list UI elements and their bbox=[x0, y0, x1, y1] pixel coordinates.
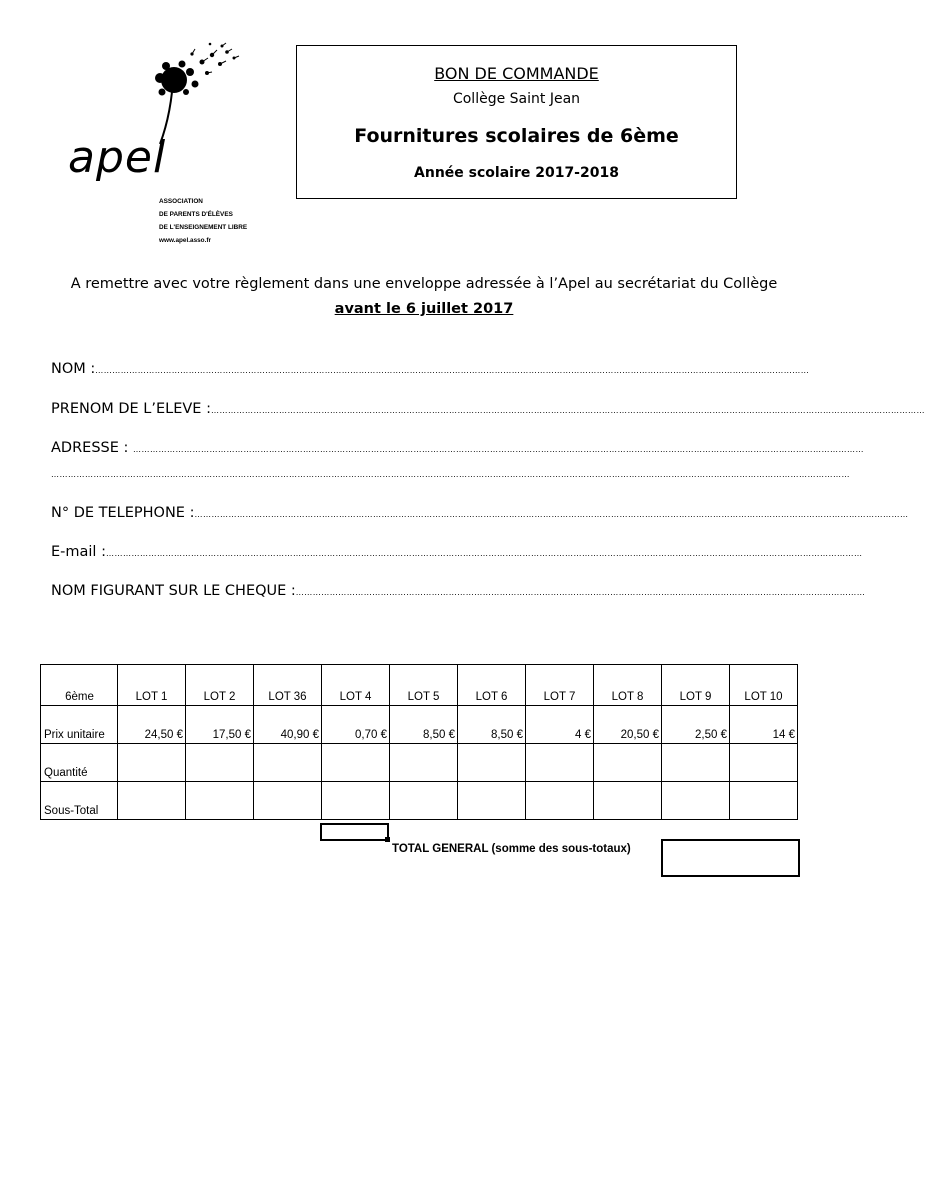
field-dots: ……………………………………………………………………………………………………………………………………………………………………………………………………………………………… bbox=[210, 406, 925, 415]
field-nom[interactable] bbox=[51, 361, 810, 377]
lot-header: LOT 2 bbox=[186, 665, 254, 706]
deadline-text: avant le 6 juillet 2017 bbox=[334, 301, 514, 317]
selected-cell-outline[interactable] bbox=[320, 823, 389, 841]
subtotal-cell[interactable] bbox=[186, 782, 254, 820]
lot-header: LOT 7 bbox=[526, 665, 594, 706]
price-cell: 0,70 € bbox=[322, 706, 390, 744]
subtotal-cell[interactable] bbox=[254, 782, 322, 820]
table-header-row bbox=[41, 665, 798, 706]
total-field[interactable] bbox=[661, 839, 800, 877]
field-prenom[interactable] bbox=[51, 401, 925, 417]
quantity-cell[interactable] bbox=[118, 744, 186, 782]
table-row-subtotal bbox=[41, 782, 798, 820]
lot-header: LOT 9 bbox=[662, 665, 730, 706]
field-telephone[interactable] bbox=[51, 505, 909, 521]
lot-header: LOT 4 bbox=[322, 665, 390, 706]
field-dots: ………………………………………………………………………………………………………………………………………………………………………………………………………………………………………………………… bbox=[51, 470, 850, 479]
field-adresse[interactable] bbox=[51, 440, 864, 456]
form-subject: Fournitures scolaires de 6ème bbox=[354, 125, 679, 147]
field-dots: ………………………………………………………………………………………………………………………………………………………………………………… bbox=[295, 588, 866, 597]
quantity-cell[interactable] bbox=[390, 744, 458, 782]
quantity-cell[interactable] bbox=[458, 744, 526, 782]
lots-table bbox=[40, 664, 798, 820]
quantity-cell[interactable] bbox=[322, 744, 390, 782]
field-adresse-line2[interactable] bbox=[51, 465, 850, 481]
field-label: ADRESSE : bbox=[51, 440, 133, 456]
price-cell: 14 € bbox=[730, 706, 798, 744]
quantity-cell[interactable] bbox=[186, 744, 254, 782]
subtotal-cell[interactable] bbox=[390, 782, 458, 820]
field-dots: ……………………………………………………………………………………………………………………………………………………………………………………………………………………………… bbox=[95, 366, 810, 375]
quantity-cell[interactable] bbox=[662, 744, 730, 782]
field-label: NOM : bbox=[51, 361, 96, 377]
subtotal-cell[interactable] bbox=[322, 782, 390, 820]
instructions-text: A remettre avec votre règlement dans une enveloppe adressée à l’Apel au secrétariat du Collège bbox=[70, 276, 778, 292]
price-cell: 20,50 € bbox=[594, 706, 662, 744]
price-cell: 24,50 € bbox=[118, 706, 186, 744]
apel-logo bbox=[62, 40, 262, 244]
lot-header: LOT 10 bbox=[730, 665, 798, 706]
subtotal-label: Sous-Total bbox=[41, 782, 118, 820]
field-nom-cheque[interactable] bbox=[51, 583, 866, 599]
field-dots: …………………………………………………………………………………………………………………………………………………………………………………………………………………………………… bbox=[133, 445, 864, 454]
total-label: TOTAL GENERAL (somme des sous-totaux) bbox=[392, 843, 631, 855]
subtotal-cell[interactable] bbox=[118, 782, 186, 820]
lot-header: LOT 8 bbox=[594, 665, 662, 706]
quantity-cell[interactable] bbox=[254, 744, 322, 782]
price-cell: 2,50 € bbox=[662, 706, 730, 744]
subtotal-cell[interactable] bbox=[458, 782, 526, 820]
lot-header: LOT 5 bbox=[390, 665, 458, 706]
subtotal-cell[interactable] bbox=[594, 782, 662, 820]
subtotal-cell[interactable] bbox=[662, 782, 730, 820]
price-label: Prix unitaire bbox=[41, 706, 118, 744]
price-cell: 8,50 € bbox=[458, 706, 526, 744]
field-email[interactable] bbox=[51, 544, 863, 560]
quantity-cell[interactable] bbox=[730, 744, 798, 782]
lot-header: LOT 1 bbox=[118, 665, 186, 706]
field-dots: …………………………………………………………………………………………………………………………………………………………………………………………………………………………………………… bbox=[105, 549, 863, 558]
field-dots: ……………………………………………………………………………………………………………………………………………………………………………………………………………………………… bbox=[194, 510, 909, 519]
field-label: PRENOM DE L’ELEVE : bbox=[51, 401, 211, 417]
price-cell: 40,90 € bbox=[254, 706, 322, 744]
form-title: BON DE COMMANDE bbox=[434, 64, 599, 83]
table-row-quantity bbox=[41, 744, 798, 782]
lot-header: LOT 6 bbox=[458, 665, 526, 706]
lot-header: LOT 36 bbox=[254, 665, 322, 706]
field-label: NOM FIGURANT SUR LE CHEQUE : bbox=[51, 583, 296, 599]
logo-word: apel bbox=[68, 132, 167, 183]
header-box bbox=[296, 45, 737, 199]
price-cell: 17,50 € bbox=[186, 706, 254, 744]
fill-handle[interactable] bbox=[385, 837, 390, 842]
logo-association-text: ASSOCIATION DE PARENTS D'ÉLÈVES DE L'ENSEIGNEMENT LIBRE www.apel.asso.fr bbox=[159, 198, 248, 244]
table-corner-cell: 6ème bbox=[41, 665, 118, 706]
school-year: Année scolaire 2017-2018 bbox=[414, 165, 619, 181]
field-label: E-mail : bbox=[51, 544, 106, 560]
price-cell: 8,50 € bbox=[390, 706, 458, 744]
quantity-label: Quantité bbox=[41, 744, 118, 782]
price-cell: 4 € bbox=[526, 706, 594, 744]
field-label: N° DE TELEPHONE : bbox=[51, 505, 195, 521]
table-row-price bbox=[41, 706, 798, 744]
subtotal-cell[interactable] bbox=[730, 782, 798, 820]
subtotal-cell[interactable] bbox=[526, 782, 594, 820]
quantity-cell[interactable] bbox=[526, 744, 594, 782]
school-name: Collège Saint Jean bbox=[452, 91, 581, 107]
quantity-cell[interactable] bbox=[594, 744, 662, 782]
